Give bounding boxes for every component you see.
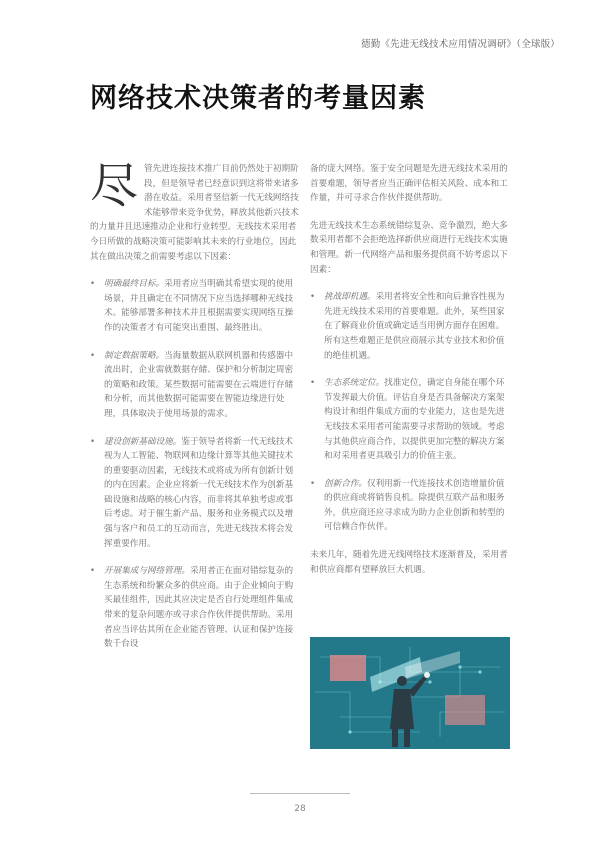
- bullet-icon: •: [310, 478, 316, 489]
- continuation-paragraph: 备的庞大网络。鉴于安全问题是先进无线技术采用的首要难题，领导者应当正确评估相关风险、成本和工作量，并可寻求合作伙伴提供帮助。: [310, 164, 508, 204]
- closing-paragraph: 未来几年，随着先进无线网络技术逐渐普及，采用者和供应商都有望释放巨大机遇。: [310, 550, 508, 575]
- bullet-lead: 明确最终目标。: [104, 279, 165, 290]
- right-bullet-list: [310, 290, 510, 535]
- right-column: [310, 162, 510, 590]
- left-column: [90, 158, 300, 665]
- bullet-icon: •: [90, 566, 96, 577]
- bullet-icon: •: [90, 279, 96, 290]
- drop-cap: 尽: [90, 158, 139, 214]
- bullet-text: 采用者将安全性和向后兼容性视为先进无线技术采用的首要难题。此外，某些国家在了解商业价值或确定适当用例方面存在困难。所有这些难题正是供应商展示其专业技术和价值的绝佳机遇。: [324, 292, 505, 361]
- list-item: [310, 290, 510, 363]
- bullet-text: 当海量数据从联网机器和传感器中流出时，企业需就数据存储、保护和分析制定周密的策略和政策。某些数据可能需要在云端进行存储和分析，而其他数据可能需要在智能边缘进行处理，具体取决于使用场景的需求。: [104, 350, 294, 419]
- bullet-lead: 生态系统定位。: [324, 378, 385, 389]
- network-illustration: [310, 637, 510, 749]
- bullet-icon: •: [90, 350, 96, 361]
- list-item: [310, 477, 510, 535]
- list-item: [90, 277, 300, 335]
- bullet-text: 鉴于领导者将新一代无线技术视为人工智能、物联网和边缘计算等其他关键技术的重要驱动因素，无线技术或将成为所有创新计划的内在因素。企业应将新一代无线技术作为创新基础设施和战略的核心内容，而非将其单独考虑或事后考虑。对于催生新产品、服务和业务模式以及增强与客户和员工的互动而言，先进无线技术将会发挥重要作用。: [104, 436, 294, 549]
- list-item: [310, 376, 510, 464]
- bullet-lead: 开展集成与网络管理。: [104, 566, 190, 577]
- bullet-lead: 建设创新基础设施。: [104, 436, 182, 447]
- bullet-text: 仅利用新一代连接技术创造增量价值的供应商或将销售良机。除提供互联产品和服务外，供应商还应寻求成为助力企业创新和转型的可信赖合作伙伴。: [324, 478, 505, 533]
- vendor-intro-paragraph: 先进无线技术生态系统错综复杂、竞争激烈，绝大多数采用者都不会拒绝选择新供应商进行无线技术实施和管理。新一代网络产品和服务提供商不妨考虑以下因素：: [310, 220, 508, 275]
- page-title: 网络技术决策者的考量因素: [90, 83, 426, 114]
- page-number: 28: [294, 804, 306, 814]
- footer-divider: [250, 793, 350, 794]
- bullet-text: 采用者正在面对错综复杂的生态系统和纷繁众多的供应商。由于企业倾向于购买最佳组件，因此其应决定是否自行处理组件集成带来的复杂问题亦或寻求合作伙伴提供帮助。采用者应当评估其所在企业能否管理、认证和保护连接数千台设: [104, 566, 294, 650]
- left-bullet-list: [90, 277, 300, 652]
- list-item: [90, 435, 300, 552]
- bullet-lead: 创新合作。: [324, 478, 367, 489]
- bullet-icon: •: [90, 436, 96, 447]
- list-item: [90, 349, 300, 422]
- intro-paragraph: [90, 158, 300, 264]
- list-item: [90, 564, 300, 652]
- bullet-text: 采用者应当明确其希望实现的使用场景，并且确定在不同情况下应当选择哪种无线技术。能够部署多种技术并且根据需要实现网络互操作的决策者才有可能突出重围、最终胜出。: [104, 279, 294, 333]
- bullet-text: 找准定位，确定自身能在哪个环节发挥最大价值。评估自身是否具备解决方案架构设计和组件集成方面的专业能力，这也是先进无线技术采用者可能需要寻求帮助的领域。考虑与其他供应商合作，以提供更加完整的解决方案和对采用者更具吸引力的价值主张。: [324, 378, 505, 462]
- bullet-icon: •: [310, 292, 316, 303]
- report-header: 德勤《先进无线技术应用情况调研》（全球版）: [361, 39, 560, 50]
- bullet-lead: 制定数据策略。: [104, 350, 165, 361]
- bullet-lead: 挑战即机遇。: [324, 292, 376, 303]
- intro-text: 管先进连接技术推广目前仍然处于初期阶段，但是领导者已经意识到这将带来诸多潜在收益。采用者坚信新一代无线网络技术能够带来竞争优势，释放其他新兴技术的力量并且迅速推动企业和行业转型。无线技术采用者今日所做的战略决策可能影响其未来的行业地位，因此其在做出决策之前需要考虑以下因素：: [90, 164, 299, 262]
- bullet-icon: •: [310, 378, 316, 389]
